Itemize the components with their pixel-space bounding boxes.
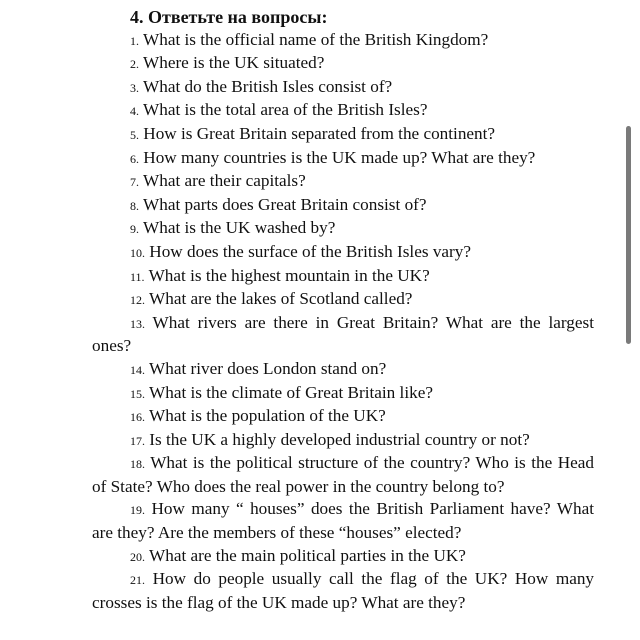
question-20 [92, 545, 594, 569]
question-text: What is the official name of the British Kingdom? [143, 29, 489, 49]
question-13 [92, 312, 594, 358]
question-text: What are the lakes of Scotland called? [149, 289, 413, 309]
question-number: 20. [130, 549, 145, 564]
document-page [92, 6, 594, 614]
question-text: How many countries is the UK made up? What are they? [143, 147, 536, 167]
question-14 [92, 358, 594, 382]
question-text: What parts does Great Britain consist of? [143, 194, 427, 214]
question-text: What river does London stand on? [149, 358, 387, 378]
question-number: 4. [130, 104, 139, 119]
question-number: 7. [130, 175, 139, 190]
question-9 [92, 217, 594, 241]
question-5 [92, 123, 594, 147]
question-text: What rivers are there in Great Britain? What are the largest ones? [92, 312, 594, 356]
question-text: What are their capitals? [143, 171, 306, 191]
question-number: 10. [130, 245, 145, 260]
question-text: What is the total area of the British Isles? [143, 100, 428, 120]
question-number: 19. [130, 503, 145, 518]
question-text: What do the British Isles consist of? [143, 76, 393, 96]
question-text: How is Great Britain separated from the continent? [143, 123, 496, 143]
question-number: 9. [130, 222, 139, 237]
question-number: 17. [130, 433, 145, 448]
question-text: What is the political structure of the country? Who is the Head of State? Who does the real power in the country belong to? [92, 453, 594, 496]
question-2 [92, 52, 594, 76]
question-number: 12. [130, 293, 145, 308]
question-text: What is the highest mountain in the UK? [148, 265, 430, 285]
question-text: Is the UK a highly developed industrial country or not? [149, 429, 530, 449]
question-12 [92, 288, 594, 312]
question-21 [92, 568, 594, 614]
question-number: 18. [130, 457, 145, 472]
question-number: 3. [130, 80, 139, 95]
question-11 [92, 265, 594, 289]
question-number: 5. [130, 127, 139, 142]
question-text: What is the climate of Great Britain like? [149, 382, 433, 402]
question-number: 2. [130, 57, 139, 72]
question-16 [92, 405, 594, 429]
question-3 [92, 76, 594, 100]
question-6 [92, 147, 594, 171]
question-number: 16. [130, 410, 145, 425]
question-7 [92, 170, 594, 194]
question-8 [92, 194, 594, 218]
question-text: What are the main political parties in the UK? [149, 545, 466, 565]
question-number: 6. [130, 151, 139, 166]
vertical-scrollbar[interactable] [626, 126, 631, 344]
question-15 [92, 382, 594, 406]
question-number: 15. [130, 386, 145, 401]
question-number: 14. [130, 362, 145, 377]
question-19 [92, 498, 594, 544]
question-number: 1. [130, 33, 139, 48]
question-text: How does the surface of the British Isles vary? [149, 241, 471, 261]
exercise-heading: 4. Ответьте на вопросы: [130, 7, 328, 27]
question-text: What is the UK washed by? [143, 218, 336, 238]
question-text: How do people usually call the flag of the UK? How many crosses is the flag of the UK made up? What are they? [92, 569, 595, 612]
question-number: 21. [130, 573, 145, 588]
question-number: 11. [130, 269, 145, 284]
question-number: 13. [130, 316, 145, 331]
question-text: What is the population of the UK? [149, 406, 386, 426]
question-1 [92, 29, 594, 53]
question-18 [92, 452, 594, 498]
question-number: 8. [130, 198, 139, 213]
question-17 [92, 429, 594, 453]
question-text: Where is the UK situated? [143, 53, 325, 73]
question-text: How many “ houses” does the British Parliament have? What are they? Are the members of these “houses” elected? [92, 499, 595, 543]
question-4 [92, 99, 594, 123]
question-10 [92, 241, 594, 265]
